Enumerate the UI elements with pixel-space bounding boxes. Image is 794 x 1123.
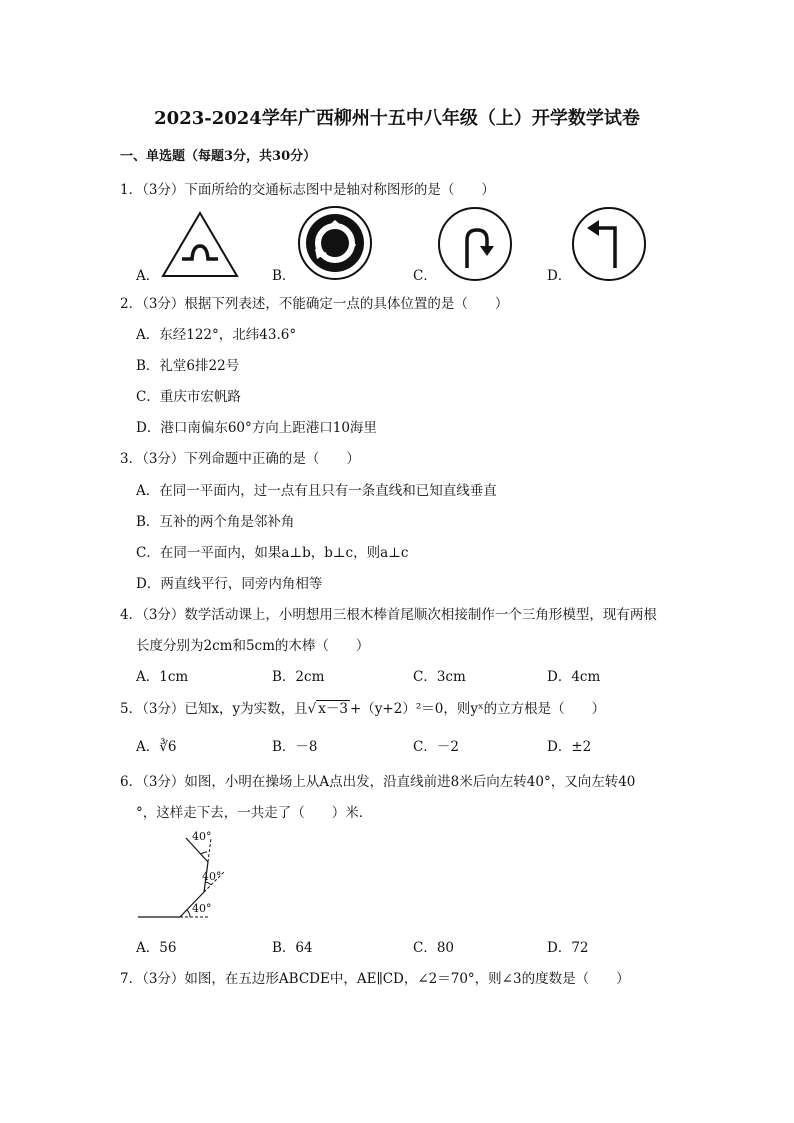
option-label-c[interactable]: C． — [413, 268, 437, 284]
angle-label-top: 40° — [192, 830, 212, 843]
question-3-option-c[interactable]: C．在同一平面内，如果a⊥b，b⊥c，则a⊥c — [136, 545, 409, 561]
question-5-option-d[interactable]: D．±2 — [547, 739, 592, 755]
question-7-stem: 7．（3分）如图，在五边形ABCDE中，AE∥CD，∠2＝70°，则∠3的度数是（ ） — [120, 971, 630, 987]
question-4-stem-continued: 长度分别为2cm和5cm的木棒（ ） — [136, 638, 370, 654]
question-2-option-d[interactable]: D．港口南偏东60°方向上距港口10海里 — [136, 420, 377, 436]
question-3-stem: 3．（3分）下列命题中正确的是（ ） — [120, 451, 360, 467]
question-4-option-c[interactable]: C．3cm — [413, 669, 466, 685]
question-4-options — [0, 665, 794, 685]
question-6-option-c[interactable]: C．80 — [413, 940, 455, 956]
question-3-option-a[interactable]: A．在同一平面内，过一点有且只有一条直线和已知直线垂直 — [136, 483, 497, 499]
question-3-option-b[interactable]: B．互补的两个角是邻补角 — [136, 514, 295, 530]
radicand: x－3 — [318, 701, 348, 717]
question-2-option-b[interactable]: B．礼堂6排22号 — [136, 358, 240, 374]
exam-title: 2023-2024学年广西柳州十五中八年级（上）开学数学试卷 — [154, 108, 640, 129]
option-label-a[interactable]: A． — [136, 268, 160, 284]
section-heading: 一、单选题（每题3分，共30分） — [120, 149, 317, 164]
question-6-option-d[interactable]: D．72 — [547, 940, 589, 956]
angle-label-bottom: 40° — [192, 902, 212, 915]
question-2-stem: 2．（3分）根据下列表述，不能确定一点的具体位置的是（ ） — [120, 296, 509, 312]
question-1-stem: 1．（3分）下面所给的交通标志图中是轴对称图形的是（ ） — [120, 182, 495, 198]
question-5-stem — [120, 697, 605, 717]
angle-label-middle: 40° — [202, 870, 222, 883]
question-2-option-a[interactable]: A．东经122°，北纬43.6° — [136, 327, 297, 343]
question-6-option-a[interactable]: A．56 — [136, 940, 177, 956]
question-3-option-d[interactable]: D．两直线平行，同旁内角相等 — [136, 576, 323, 592]
question-4-option-b[interactable]: B．2cm — [272, 669, 325, 685]
question-6-stem-continued: °，这样走下去，一共走了（ ）米． — [136, 805, 373, 821]
question-4-option-d[interactable]: D．4cm — [547, 669, 601, 685]
question-5-stem-part-a: 5．（3分）已知x，y为实数，且 — [120, 701, 308, 717]
question-5-option-c[interactable]: C．－2 — [413, 739, 459, 755]
sqrt-sign: √ — [307, 701, 317, 717]
option-label-b[interactable]: B． — [272, 268, 296, 284]
question-5-stem-part-b: +（y+2）²＝0，则yˣ的立方根是（ ） — [349, 701, 606, 717]
question-5-options — [0, 735, 794, 755]
question-5-option-a[interactable]: A．∛6 — [136, 739, 177, 755]
walking-path-figure — [136, 830, 236, 925]
question-2-option-c[interactable]: C．重庆市宏帆路 — [136, 389, 241, 405]
question-4-stem: 4．（3分）数学活动课上，小明想用三根木棒首尾顺次相接制作一个三角形模型，现有两根 — [120, 607, 657, 623]
question-1-labels — [0, 264, 794, 284]
option-label-d[interactable]: D． — [547, 268, 572, 284]
question-6-stem: 6．（3分）如图，小明在操场上从A点出发，沿直线前进8米后向左转40°，又向左转40 — [120, 774, 636, 790]
question-6-option-b[interactable]: B．64 — [272, 940, 313, 956]
question-5-option-b[interactable]: B．－8 — [272, 739, 318, 755]
question-4-option-a[interactable]: A．1cm — [136, 669, 189, 685]
question-6-options — [0, 936, 794, 956]
